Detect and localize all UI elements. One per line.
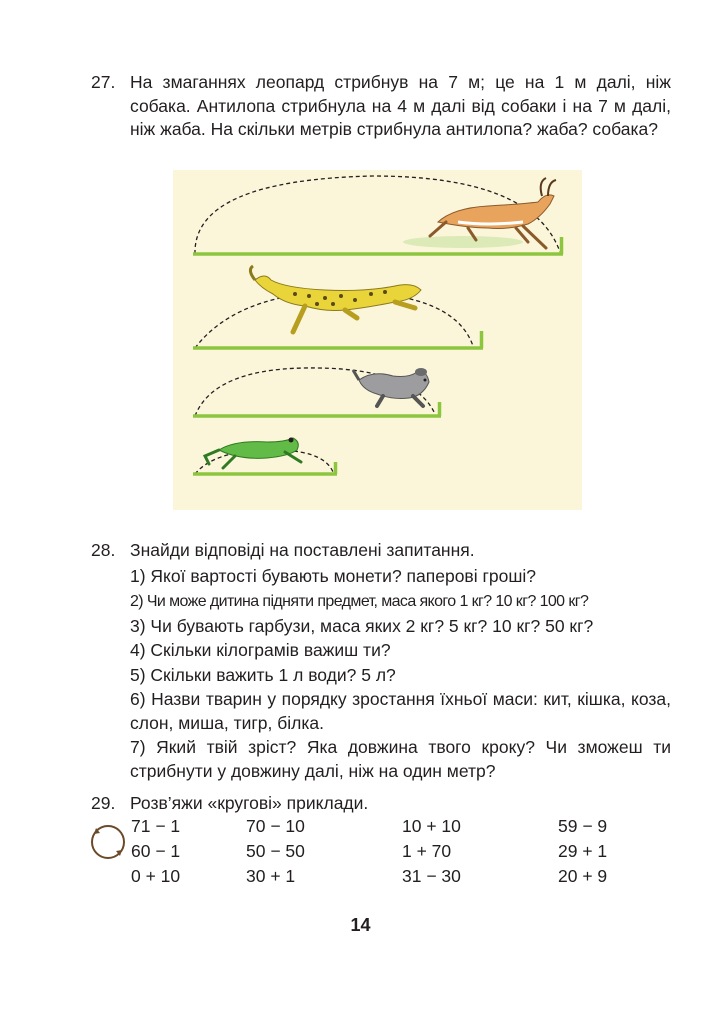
problem-intro: Знайди відповіді на поставлені запитання.	[130, 540, 475, 560]
equation: 1 + 70	[402, 841, 452, 861]
equation: 71 − 1	[131, 816, 181, 836]
leopard-icon	[250, 266, 421, 332]
question-item: 4) Скільки кілограмів важиш ти?	[130, 640, 391, 660]
question-item: 3) Чи бувають гарбузи, маса яких 2 кг? 5 кг? 10 кг? 50 кг?	[130, 615, 594, 636]
problem-29	[91, 792, 671, 816]
question-item: 2) Чи може дитина підняти предмет, маса якого 1 кг? 10 кг? 100 кг?	[130, 593, 589, 610]
problem-text: На змаганнях леопард стрибнув на 7 м; це на 1 м далі, ніж собака. Антилопа стрибнула на 4 м далі від собаки і на 7 м далі, ніж жаба. На скільки метрів стрибнула антилопа? жаба? собака?	[130, 72, 671, 139]
problem-intro: Розв’яжи «кругові» приклади.	[130, 793, 369, 813]
equation: 30 + 1	[246, 866, 296, 886]
frog-icon	[205, 438, 301, 469]
problem-number: 28.	[91, 540, 116, 560]
equation: 10 + 10	[402, 816, 461, 836]
dog-icon	[353, 368, 429, 406]
equation: 29 + 1	[558, 841, 608, 861]
question-item: 1) Якої вартості бувають монети? паперові гроші?	[130, 565, 536, 586]
equation: 70 − 10	[246, 816, 305, 836]
page-number: 14	[350, 915, 371, 935]
equation: 59 − 9	[558, 816, 608, 836]
circular-arrows-icon	[88, 822, 128, 862]
equation: 60 − 1	[131, 841, 181, 861]
equation: 20 + 9	[558, 866, 608, 886]
question-item: 6) Назви тварин у порядку зростання їхньої маси: кит, кішка, коза, слон, миша, тигр, білка.	[130, 689, 671, 733]
jump-illustration	[173, 170, 582, 510]
problem-28	[91, 539, 671, 783]
equation: 50 − 50	[246, 841, 305, 861]
problem-number: 27.	[91, 72, 116, 92]
problem-number: 29.	[91, 793, 116, 813]
question-item: 5) Скільки важить 1 л води? 5 л?	[130, 664, 396, 685]
question-item: 7) Який твій зріст? Яка довжина твого кроку? Чи зможеш ти стрибнути у довжину далі, ніж на один метр?	[130, 737, 671, 781]
equation: 0 + 10	[131, 866, 181, 886]
problem-27	[91, 71, 671, 142]
equation: 31 − 30	[402, 866, 461, 886]
